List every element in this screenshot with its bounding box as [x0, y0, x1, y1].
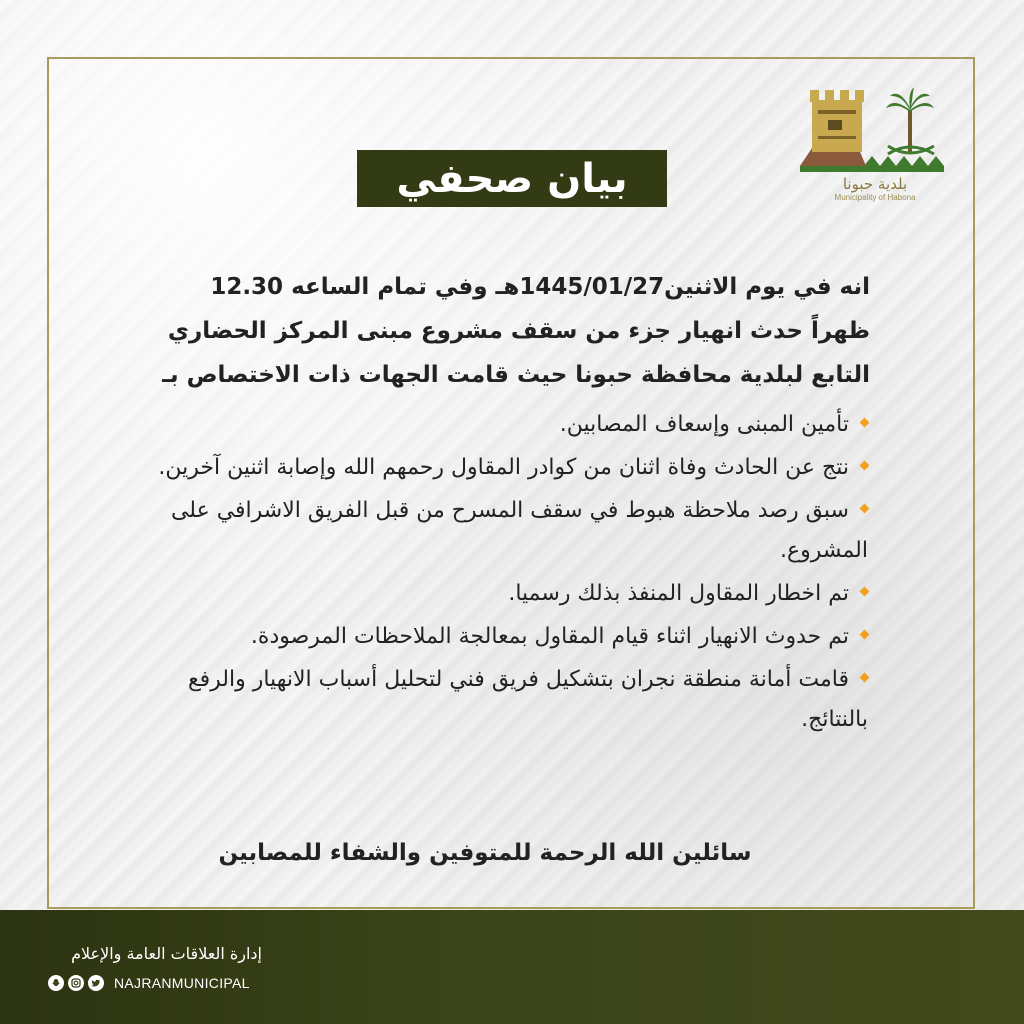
- diamond-bullet-icon: [860, 503, 870, 513]
- closing-line: سائلين الله الرحمة للمتوفين والشفاء للمصابين: [218, 840, 752, 866]
- statement-list: [150, 405, 870, 740]
- list-item: [150, 617, 870, 657]
- list-item-text: تم اخطار المقاول المنفذ بذلك رسميا.: [508, 581, 849, 606]
- social-bar: [48, 975, 250, 991]
- snapchat-icon[interactable]: [48, 975, 64, 991]
- list-item-text: قامت أمانة منطقة نجران بتشكيل فريق فني لتحليل أسباب الانهيار والرفع بالنتائج.: [187, 667, 868, 732]
- social-handle[interactable]: NAJRANMUNICIPAL: [114, 975, 250, 991]
- statement-intro: انه في يوم الاثنين1445/01/27هـ وفي تمام الساعه 12.30 ظهراً حدث انهيار جزء من سقف مشروع مبنى المركز الحضاري التابع لبلدية محافظة حبونا حيث قامت الجهات ذات الاختصاص بـ: [162, 274, 870, 388]
- list-item-text: سبق رصد ملاحظة هبوط في سقف المسرح من قبل الفريق الاشرافي على المشروع.: [170, 498, 868, 563]
- list-item-text: تم حدوث الانهيار اثناء قيام المقاول بمعالجة الملاحظات المرصودة.: [250, 624, 849, 649]
- diamond-bullet-icon: [860, 629, 870, 639]
- page-title: بيان صحفي: [357, 150, 667, 207]
- statement-body: [150, 265, 870, 743]
- list-item: [150, 574, 870, 614]
- list-item: [150, 405, 870, 445]
- diamond-bullet-icon: [860, 417, 870, 427]
- logo-english-name: Municipality of Habona: [834, 193, 916, 202]
- list-item: [150, 491, 870, 571]
- diamond-bullet-icon: [860, 672, 870, 682]
- list-item-text: نتج عن الحادث وفاة اثنان من كوادر المقاول رحمهم الله وإصابة اثنين آخرين.: [158, 455, 849, 480]
- diamond-bullet-icon: [860, 586, 870, 596]
- diamond-bullet-icon: [860, 460, 870, 470]
- logo-arabic-name: بلدية حبونا: [842, 175, 908, 193]
- list-item: [150, 448, 870, 488]
- list-item-text: تأمين المبنى وإسعاف المصابين.: [559, 412, 849, 437]
- footer-bar: [0, 910, 1024, 1024]
- instagram-icon[interactable]: [68, 975, 84, 991]
- department-name: إدارة العلاقات العامة والإعلام: [71, 944, 262, 963]
- twitter-icon[interactable]: [88, 975, 104, 991]
- list-item: [150, 660, 870, 740]
